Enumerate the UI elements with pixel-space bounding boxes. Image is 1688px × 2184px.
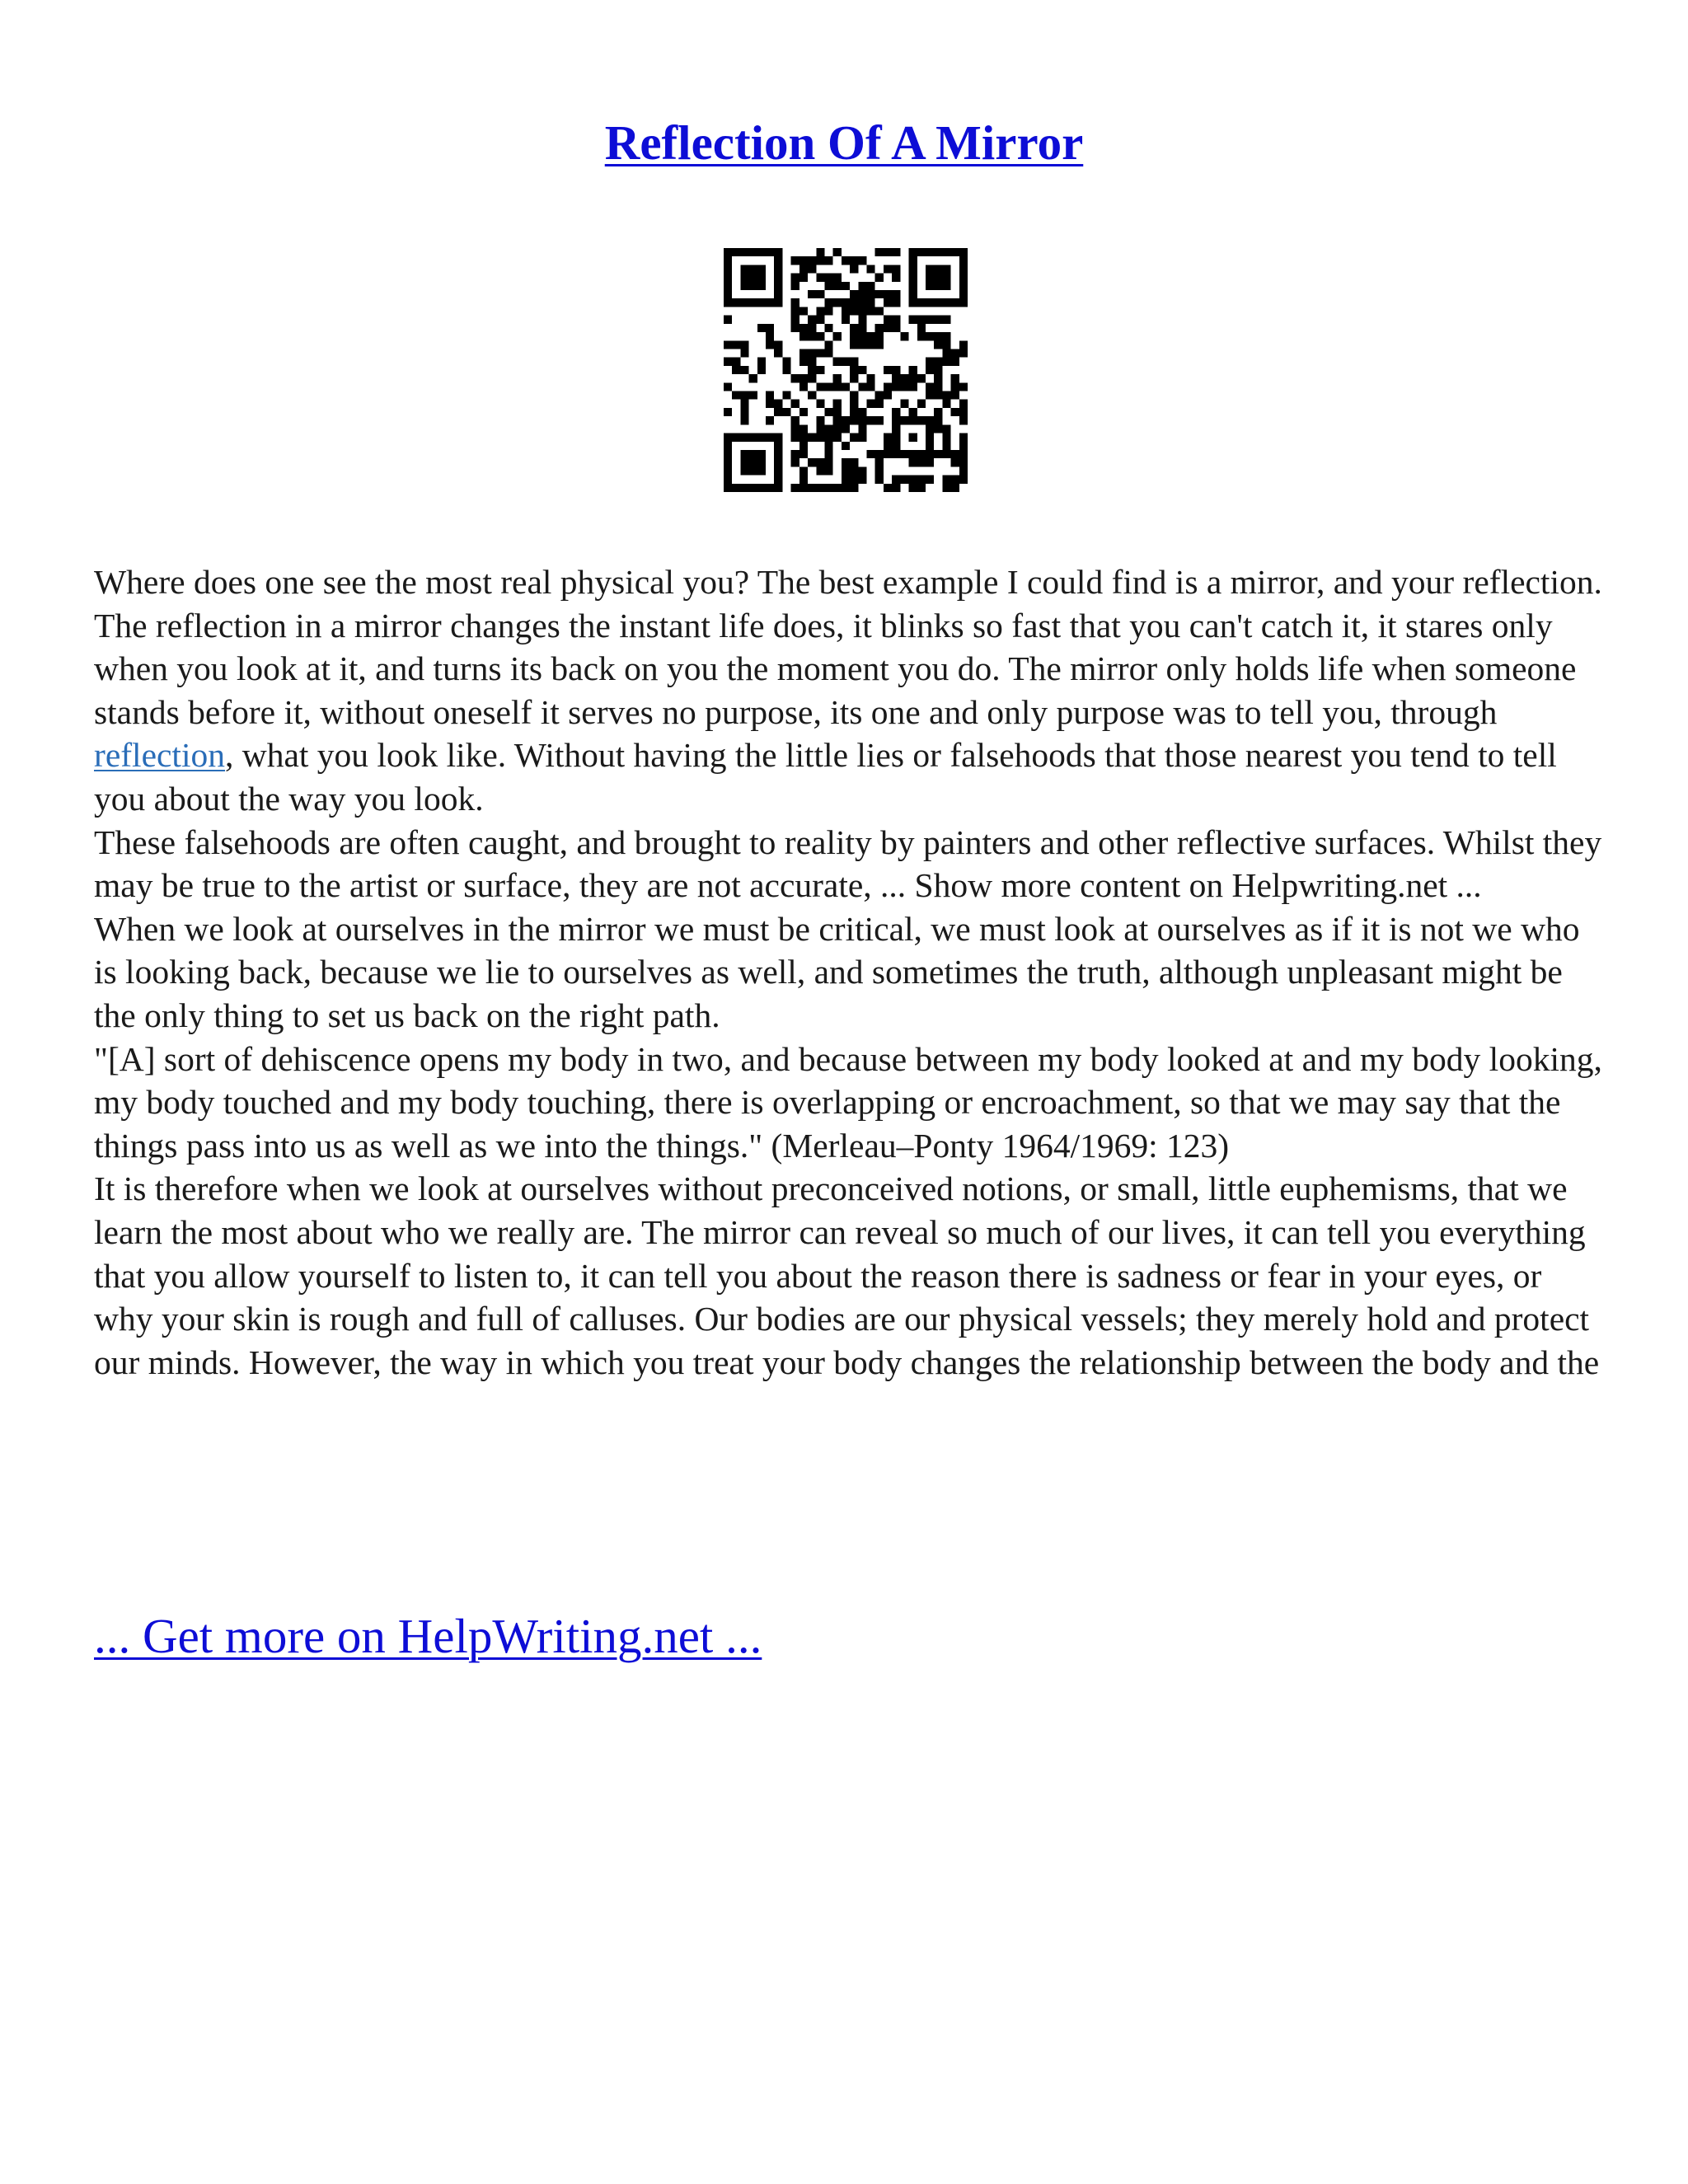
- paragraph: These falsehoods are often caught, and brought to reality by painters and other reflective surfaces. Whilst they may be true to the artist or surface, they are not accurate, ... Show more content on Helpwriting.net ...: [94, 823, 1602, 905]
- get-more-link[interactable]: ... Get more on HelpWriting.net ...: [94, 1609, 762, 1663]
- paragraph: It is therefore when we look at ourselves without preconceived notions, or small, little euphemisms, that we learn the most about who we really are. The mirror can reveal so much of our lives, it can tell you everything that you allow yourself to listen to, it can tell you about the reason there is sadness or fear in your eyes, or why your skin is rough and full of calluses. Our bodies are our physical vessels; they merely hold and protect our minds. However, the way in which you treat your body changes the relationship between the body and the: [94, 1169, 1600, 1381]
- paragraph: When we look at ourselves in the mirror we must be critical, we must look at ourselves as if it is not we who is looking back, because we lie to ourselves as well, and sometimes the truth, although unpleasant might be the only thing to set us back on the right path.: [94, 909, 1580, 1034]
- paragraph-text: The reflection in a mirror changes the instant life does, it blinks so fast that you can't catch it, it stares only when you look at it, and turns its back on you the moment you do. The mirror only holds life when someone stands before it, without oneself it serves no purpose, its one and only purpose was to tell you, through: [94, 606, 1577, 731]
- qr-code-icon: [724, 248, 968, 492]
- get-more-link-wrapper: [94, 1607, 762, 1665]
- paragraph-text: , what you look like. Without having the little lies or falsehoods that those nearest you tend to tell you about the way you look.: [94, 736, 1557, 818]
- article-body: [94, 560, 1602, 1384]
- paragraph: [94, 604, 1602, 821]
- paragraph: Where does one see the most real physical you? The best example I could find is a mirror, and your reflection.: [94, 563, 1602, 601]
- page-title: [0, 114, 1688, 171]
- quote-paragraph: "[A] sort of dehiscence opens my body in two, and because between my body looked at and my body looking, my body touched and my body touching, there is overlapping or encroachment, so that we may say that the things pass into us as well as we into the things." (Merleau–Ponty 1964/1969: 123): [94, 1039, 1602, 1165]
- reflection-link[interactable]: reflection: [94, 736, 225, 775]
- title-link[interactable]: Reflection Of A Mirror: [604, 115, 1084, 170]
